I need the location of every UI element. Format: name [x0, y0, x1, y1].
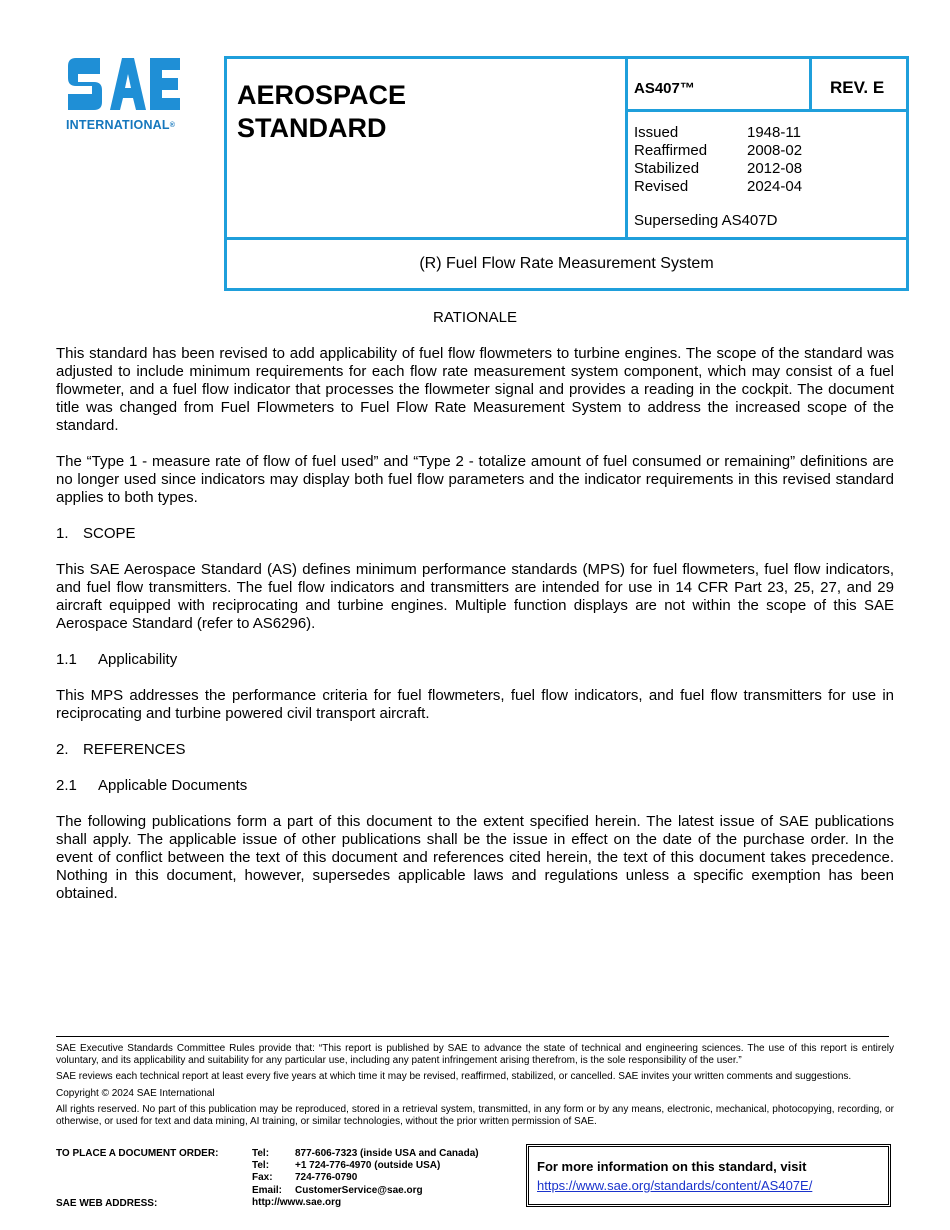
- more-info-title: For more information on this standard, visit: [537, 1159, 807, 1174]
- web-address-link[interactable]: http://www.sae.org: [252, 1196, 342, 1208]
- date-row: Revised 2024-04: [634, 178, 803, 195]
- standard-type: AEROSPACE STANDARD: [237, 80, 407, 143]
- rights-text: All rights reserved. No part of this publication may be reproduced, stored in a retrieval system, transmitted, in any form or by any means, electronic, mechanical, photocopying, recording, or otherwise, or used for text and data mining, AI training, or similar technologies, without the prior written permission of SAE.: [56, 1103, 894, 1128]
- contact-row: Tel: 877-606-7323 (inside USA and Canada): [252, 1148, 479, 1159]
- sae-logo: [66, 54, 191, 134]
- header-box: [224, 56, 909, 291]
- contact-row: Tel: +1 724-776-4970 (outside USA): [252, 1160, 441, 1172]
- committee-rules-text: SAE Executive Standards Committee Rules provide that: “This report is published by SAE to advance the state of technical and engineering sciences. The use of this report is entirely voluntary, and its applicability and suitability for any particular use, including any patent infringement arising therefrom, is the sole responsibility of the user.”: [56, 1043, 894, 1067]
- section-1-text: This SAE Aerospace Standard (AS) defines minimum performance standards (MPS) for fuel flowmeters, fuel flow indicators, and fuel flow transmitters. The fuel flow indicators and transmitters are intended for use in 14 CFR Part 23, 25, 27, and 29 aircraft equipped with reciprocating and turbine engines. Multiple function displays are not within the scope of this SAE Aerospace Standard (refer to AS6296).: [56, 561, 894, 632]
- order-label: TO PLACE A DOCUMENT ORDER:: [56, 1148, 219, 1159]
- contact-row: Fax: 724-776-0790: [252, 1172, 358, 1184]
- date-row: Issued 1948-11: [634, 124, 801, 141]
- section-2-1-heading: 2.1 Applicable Documents: [56, 777, 248, 794]
- section-1-heading: 1. SCOPE: [56, 525, 136, 542]
- superseding-note: Superseding AS407D: [634, 212, 778, 229]
- more-info-box: [526, 1144, 891, 1207]
- rationale-paragraph-1: This standard has been revised to add applicability of fuel flow flowmeters to turbine engines. The scope of the standard was adjusted to include minimum requirements for each flow rate measurement system component, which may consist of a fuel flowmeter, and a fuel flow indicator that processes the flowmeter signal and provides a reading in the cockpit. The document title was changed from Fuel Flowmeters to Fuel Flow Rate Measurement System to address the increased scope of the standard.: [56, 345, 894, 434]
- document-body: [56, 309, 894, 903]
- date-row: Stabilized 2012-08: [634, 160, 803, 177]
- review-text: SAE reviews each technical report at least every five years at which time it may be revised, reaffirmed, stabilized, or cancelled. SAE invites your written comments and suggestions.: [56, 1071, 852, 1083]
- section-1-1-text: This MPS addresses the performance criteria for fuel flowmeters, fuel flow indicators, and fuel flow transmitters for use in reciprocating and turbine powered civil transport aircraft.: [56, 687, 894, 722]
- revision-label: REV. E: [830, 78, 885, 97]
- section-1-1-heading: 1.1 Applicability: [56, 651, 178, 668]
- sae-logo-subtitle: INTERNATIONAL®: [66, 118, 176, 132]
- document-title: (R) Fuel Flow Rate Measurement System: [419, 255, 714, 272]
- footer-divider: [56, 1036, 889, 1037]
- date-history: [634, 124, 802, 196]
- document-number: AS407™: [634, 80, 695, 97]
- section-2-1-text: The following publications form a part of this document to the extent specified herein. The latest issue of SAE publications shall apply. The applicable issue of other publications shall be the issue in effect on the date of the purchase order. In the event of conflict between the text of this document and references cited herein, the text of this document takes precedence. Nothing in this document, however, supersedes applicable laws and regulations unless a specific exemption has been obtained.: [56, 813, 894, 902]
- date-row: Reaffirmed 2008-02: [634, 142, 803, 159]
- section-2-heading: 2. REFERENCES: [56, 741, 186, 758]
- contact-list: [252, 1148, 479, 1209]
- footer-legal: [56, 1043, 894, 1132]
- sae-logo-letters-icon: [66, 54, 182, 114]
- web-label: SAE WEB ADDRESS:: [56, 1198, 158, 1209]
- copyright-text: Copyright © 2024 SAE International: [56, 1087, 215, 1099]
- rationale-heading: RATIONALE: [433, 309, 517, 326]
- standard-url-link[interactable]: https://www.sae.org/standards/content/AS407E/: [537, 1178, 813, 1193]
- email-link[interactable]: CustomerService@sae.org: [295, 1184, 423, 1196]
- rationale-paragraph-2: The “Type 1 - measure rate of flow of fuel used” and “Type 2 - totalize amount of fuel consumed or remaining” definitions are no longer used since indicators may display both fuel flow parameters and the indicator requirements in this revised standard applies to both types.: [56, 453, 894, 506]
- contact-row: Email: CustomerService@sae.org: [252, 1184, 423, 1196]
